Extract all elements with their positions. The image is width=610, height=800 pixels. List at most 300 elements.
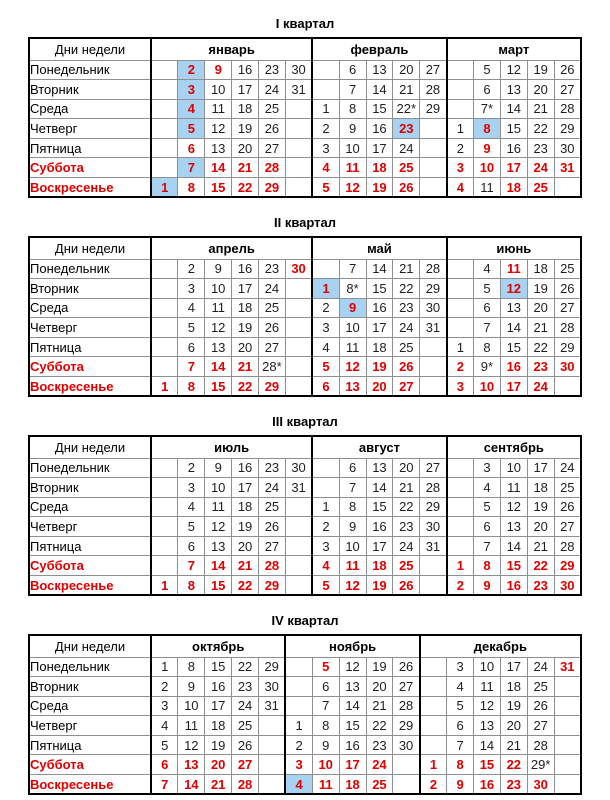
date-cell: 20 — [393, 458, 420, 478]
date-cell: 2 — [178, 60, 205, 80]
date-cell: 9 — [474, 138, 501, 158]
date-cell: 4 — [474, 259, 501, 279]
header-row — [29, 436, 581, 458]
date-cell: 24 — [366, 755, 393, 775]
date-cell: 18 — [232, 497, 259, 517]
date-cell — [151, 259, 178, 279]
date-cell — [447, 478, 474, 498]
date-cell: 9* — [474, 357, 501, 377]
date-cell: 7 — [151, 775, 178, 795]
day-name-cell: Вторник — [29, 279, 151, 299]
date-cell — [420, 119, 447, 139]
day-row — [29, 775, 581, 795]
date-cell — [285, 279, 312, 299]
date-cell: 4 — [312, 158, 339, 178]
date-cell: 14 — [500, 536, 527, 556]
date-cell: 18 — [205, 716, 232, 736]
date-cell: 25 — [259, 497, 286, 517]
month-header: февраль — [312, 38, 446, 60]
date-cell: 4 — [178, 298, 205, 318]
date-cell: 7 — [312, 696, 339, 716]
date-cell: 18 — [527, 259, 554, 279]
date-cell — [420, 138, 447, 158]
day-row — [29, 298, 581, 318]
date-cell — [554, 735, 581, 755]
date-cell: 6 — [474, 298, 501, 318]
date-cell: 17 — [527, 458, 554, 478]
date-cell: 27 — [259, 337, 286, 357]
date-cell: 12 — [339, 178, 366, 198]
date-cell: 27 — [554, 298, 581, 318]
date-cell — [259, 735, 286, 755]
date-cell — [420, 158, 447, 178]
date-cell: 11 — [205, 497, 232, 517]
date-cell: 12 — [339, 657, 366, 677]
date-cell — [312, 60, 339, 80]
day-name-cell: Среда — [29, 298, 151, 318]
date-cell — [285, 158, 312, 178]
month-header: июль — [151, 436, 312, 458]
date-cell: 25 — [259, 99, 286, 119]
date-cell: 29 — [554, 337, 581, 357]
date-cell: 28 — [232, 775, 259, 795]
date-cell: 20 — [393, 60, 420, 80]
date-cell: 16 — [500, 138, 527, 158]
day-row — [29, 138, 581, 158]
month-header: апрель — [151, 237, 312, 259]
date-cell: 22 — [393, 279, 420, 299]
date-cell: 12 — [500, 497, 527, 517]
date-cell: 26 — [393, 357, 420, 377]
date-cell: 22 — [527, 119, 554, 139]
day-row — [29, 517, 581, 537]
date-cell: 23 — [393, 119, 420, 139]
date-cell: 2 — [447, 576, 474, 596]
date-cell: 1 — [312, 279, 339, 299]
days-of-week-header: Дни недели — [29, 237, 151, 259]
month-header: май — [312, 237, 446, 259]
date-cell: 16 — [339, 735, 366, 755]
date-cell: 29 — [259, 657, 286, 677]
date-cell — [420, 178, 447, 198]
date-cell: 16 — [500, 357, 527, 377]
day-row — [29, 478, 581, 498]
quarter-section-1 — [0, 0, 610, 199]
day-row — [29, 696, 581, 716]
date-cell: 11 — [339, 337, 366, 357]
date-cell: 17 — [232, 478, 259, 498]
date-cell — [285, 99, 312, 119]
day-row — [29, 458, 581, 478]
date-cell: 8 — [178, 576, 205, 596]
date-cell: 10 — [312, 755, 339, 775]
date-cell: 10 — [500, 458, 527, 478]
date-cell — [259, 755, 286, 775]
date-cell: 11 — [205, 298, 232, 318]
quarter-table-2 — [28, 236, 582, 397]
date-cell: 17 — [205, 696, 232, 716]
day-name-cell: Понедельник — [29, 458, 151, 478]
date-cell: 27 — [554, 517, 581, 537]
date-cell: 13 — [205, 337, 232, 357]
header-row — [29, 38, 581, 60]
date-cell: 29 — [420, 99, 447, 119]
date-cell: 30 — [393, 735, 420, 755]
date-cell: 29 — [420, 497, 447, 517]
date-cell: 10 — [205, 478, 232, 498]
date-cell: 14 — [366, 80, 393, 100]
date-cell: 23 — [366, 735, 393, 755]
day-row — [29, 158, 581, 178]
date-cell: 5 — [447, 696, 474, 716]
date-cell: 21 — [366, 696, 393, 716]
day-name-cell: Пятница — [29, 138, 151, 158]
date-cell: 12 — [339, 357, 366, 377]
date-cell — [447, 259, 474, 279]
day-row — [29, 178, 581, 198]
days-of-week-header: Дни недели — [29, 38, 151, 60]
date-cell: 26 — [393, 576, 420, 596]
date-cell: 10 — [474, 377, 501, 397]
date-cell: 24 — [393, 536, 420, 556]
date-cell: 13 — [366, 458, 393, 478]
date-cell: 14 — [205, 556, 232, 576]
month-header: октябрь — [151, 635, 285, 657]
date-cell: 6 — [339, 458, 366, 478]
date-cell: 24 — [393, 138, 420, 158]
days-of-week-header: Дни недели — [29, 635, 151, 657]
date-cell: 5 — [178, 119, 205, 139]
date-cell: 26 — [259, 318, 286, 338]
date-cell: 3 — [447, 657, 474, 677]
date-cell: 3 — [447, 158, 474, 178]
date-cell: 29* — [527, 755, 554, 775]
date-cell: 7 — [178, 357, 205, 377]
date-cell: 3 — [447, 377, 474, 397]
date-cell — [151, 536, 178, 556]
day-name-cell: Воскресенье — [29, 576, 151, 596]
date-cell: 10 — [205, 279, 232, 299]
date-cell: 7 — [339, 80, 366, 100]
date-cell — [447, 99, 474, 119]
date-cell — [420, 735, 447, 755]
date-cell — [312, 478, 339, 498]
date-cell: 21 — [232, 158, 259, 178]
date-cell: 28 — [554, 318, 581, 338]
date-cell: 23 — [393, 517, 420, 537]
date-cell: 12 — [500, 279, 527, 299]
date-cell: 14 — [205, 357, 232, 377]
date-cell: 5 — [178, 517, 205, 537]
date-cell: 24 — [259, 80, 286, 100]
date-cell — [420, 677, 447, 697]
date-cell: 16 — [366, 119, 393, 139]
date-cell: 19 — [527, 497, 554, 517]
date-cell: 19 — [366, 657, 393, 677]
date-cell: 25 — [393, 556, 420, 576]
date-cell: 17 — [366, 138, 393, 158]
date-cell: 23 — [259, 458, 286, 478]
date-cell: 28 — [554, 536, 581, 556]
date-cell: 29 — [259, 576, 286, 596]
day-row — [29, 556, 581, 576]
date-cell: 13 — [339, 677, 366, 697]
date-cell: 11 — [339, 556, 366, 576]
date-cell: 11 — [474, 677, 501, 697]
date-cell: 5 — [178, 318, 205, 338]
date-cell: 13 — [474, 716, 501, 736]
date-cell: 12 — [205, 119, 232, 139]
date-cell: 26 — [554, 497, 581, 517]
date-cell — [151, 478, 178, 498]
date-cell: 18 — [232, 99, 259, 119]
date-cell: 27 — [527, 716, 554, 736]
date-cell: 8 — [178, 657, 205, 677]
date-cell: 23 — [232, 677, 259, 697]
date-cell — [151, 158, 178, 178]
date-cell: 4 — [447, 178, 474, 198]
month-header: август — [312, 436, 446, 458]
date-cell: 20 — [232, 138, 259, 158]
day-name-cell: Четверг — [29, 318, 151, 338]
date-cell: 26 — [259, 517, 286, 537]
date-cell — [554, 377, 581, 397]
date-cell: 26 — [527, 696, 554, 716]
date-cell: 13 — [500, 298, 527, 318]
day-row — [29, 576, 581, 596]
day-row — [29, 99, 581, 119]
day-row — [29, 80, 581, 100]
date-cell: 27 — [554, 80, 581, 100]
date-cell: 8 — [312, 716, 339, 736]
date-cell: 23 — [527, 138, 554, 158]
date-cell — [151, 337, 178, 357]
date-cell: 11 — [339, 158, 366, 178]
date-cell: 4 — [312, 556, 339, 576]
date-cell: 19 — [527, 279, 554, 299]
day-row — [29, 677, 581, 697]
date-cell: 22 — [232, 576, 259, 596]
date-cell: 5 — [312, 576, 339, 596]
date-cell: 6 — [339, 60, 366, 80]
date-cell: 24 — [259, 478, 286, 498]
date-cell: 16 — [232, 60, 259, 80]
date-cell: 1 — [151, 657, 178, 677]
date-cell: 2 — [178, 458, 205, 478]
date-cell: 3 — [474, 458, 501, 478]
date-cell — [285, 119, 312, 139]
date-cell: 28* — [259, 357, 286, 377]
date-cell: 24 — [259, 279, 286, 299]
day-name-cell: Вторник — [29, 478, 151, 498]
date-cell: 9 — [312, 735, 339, 755]
date-cell — [151, 556, 178, 576]
date-cell: 10 — [339, 536, 366, 556]
date-cell — [151, 497, 178, 517]
date-cell — [447, 80, 474, 100]
date-cell: 16 — [500, 576, 527, 596]
date-cell: 26 — [554, 60, 581, 80]
day-row — [29, 259, 581, 279]
date-cell: 5 — [474, 497, 501, 517]
date-cell: 18 — [366, 158, 393, 178]
date-cell: 21 — [527, 318, 554, 338]
date-cell: 7 — [178, 556, 205, 576]
date-cell — [285, 657, 312, 677]
date-cell: 9 — [447, 775, 474, 795]
date-cell: 24 — [393, 318, 420, 338]
date-cell: 6 — [474, 517, 501, 537]
date-cell: 6 — [312, 677, 339, 697]
date-cell: 13 — [178, 755, 205, 775]
date-cell: 7 — [339, 478, 366, 498]
date-cell: 30 — [285, 458, 312, 478]
date-cell: 20 — [500, 716, 527, 736]
date-cell — [151, 60, 178, 80]
date-cell: 15 — [205, 377, 232, 397]
date-cell — [447, 279, 474, 299]
date-cell — [259, 716, 286, 736]
quarter-table-3 — [28, 435, 582, 596]
date-cell — [285, 556, 312, 576]
date-cell: 19 — [527, 60, 554, 80]
date-cell: 20 — [366, 377, 393, 397]
date-cell: 7 — [447, 735, 474, 755]
date-cell: 18 — [527, 478, 554, 498]
date-cell — [285, 517, 312, 537]
date-cell — [393, 775, 420, 795]
date-cell: 29 — [420, 279, 447, 299]
day-row — [29, 755, 581, 775]
date-cell — [151, 357, 178, 377]
date-cell: 10 — [474, 158, 501, 178]
day-row — [29, 377, 581, 397]
date-cell — [285, 357, 312, 377]
date-cell: 30 — [527, 775, 554, 795]
date-cell: 12 — [205, 318, 232, 338]
date-cell: 15 — [205, 576, 232, 596]
date-cell: 22 — [500, 755, 527, 775]
date-cell: 2 — [447, 138, 474, 158]
date-cell: 9 — [339, 298, 366, 318]
date-cell: 22 — [527, 556, 554, 576]
date-cell: 9 — [339, 119, 366, 139]
date-cell: 25 — [366, 775, 393, 795]
date-cell: 20 — [205, 755, 232, 775]
date-cell: 27 — [259, 536, 286, 556]
date-cell — [554, 716, 581, 736]
date-cell: 4 — [474, 478, 501, 498]
date-cell: 7 — [339, 259, 366, 279]
date-cell: 11 — [500, 259, 527, 279]
date-cell: 18 — [232, 298, 259, 318]
day-row — [29, 716, 581, 736]
quarter-title: II квартал — [273, 215, 337, 230]
date-cell: 2 — [312, 517, 339, 537]
date-cell: 16 — [366, 298, 393, 318]
date-cell — [420, 657, 447, 677]
date-cell: 27 — [259, 138, 286, 158]
date-cell: 25 — [527, 677, 554, 697]
day-name-cell: Вторник — [29, 677, 151, 697]
date-cell: 8 — [339, 497, 366, 517]
date-cell: 23 — [527, 576, 554, 596]
date-cell: 6 — [447, 716, 474, 736]
quarter-section-2 — [0, 199, 610, 398]
date-cell: 28 — [420, 80, 447, 100]
date-cell: 18 — [366, 556, 393, 576]
quarter-table-4 — [28, 634, 582, 795]
date-cell: 20 — [366, 677, 393, 697]
date-cell — [420, 377, 447, 397]
date-cell: 27 — [420, 458, 447, 478]
date-cell — [312, 80, 339, 100]
day-name-cell: Четверг — [29, 119, 151, 139]
date-cell: 23 — [500, 775, 527, 795]
date-cell: 3 — [151, 696, 178, 716]
quarter-title: IV квартал — [271, 613, 339, 628]
day-name-cell: Среда — [29, 99, 151, 119]
date-cell: 4 — [285, 775, 312, 795]
date-cell: 19 — [232, 119, 259, 139]
date-cell: 15 — [205, 178, 232, 198]
date-cell: 26 — [259, 119, 286, 139]
date-cell: 1 — [447, 556, 474, 576]
date-cell — [285, 576, 312, 596]
date-cell: 17 — [232, 279, 259, 299]
date-cell — [420, 576, 447, 596]
date-cell: 26 — [554, 279, 581, 299]
date-cell — [447, 497, 474, 517]
date-cell: 19 — [232, 318, 259, 338]
date-cell: 2 — [151, 677, 178, 697]
date-cell: 30 — [420, 298, 447, 318]
date-cell: 15 — [500, 119, 527, 139]
date-cell: 6 — [312, 377, 339, 397]
date-cell: 2 — [178, 259, 205, 279]
month-header: ноябрь — [285, 635, 419, 657]
date-cell: 3 — [178, 279, 205, 299]
date-cell: 9 — [205, 259, 232, 279]
day-name-cell: Среда — [29, 696, 151, 716]
date-cell — [447, 458, 474, 478]
date-cell: 20 — [527, 298, 554, 318]
date-cell: 21 — [393, 259, 420, 279]
date-cell: 24 — [527, 158, 554, 178]
date-cell: 4 — [312, 337, 339, 357]
date-cell: 28 — [527, 735, 554, 755]
date-cell — [447, 536, 474, 556]
date-cell: 28 — [259, 158, 286, 178]
date-cell: 11 — [178, 716, 205, 736]
date-cell — [151, 99, 178, 119]
quarter-section-3 — [0, 398, 610, 597]
date-cell: 17 — [232, 80, 259, 100]
date-cell — [420, 357, 447, 377]
date-cell — [285, 677, 312, 697]
date-cell — [554, 677, 581, 697]
date-cell: 12 — [178, 735, 205, 755]
date-cell: 25 — [554, 478, 581, 498]
date-cell: 12 — [500, 60, 527, 80]
header-row — [29, 237, 581, 259]
date-cell: 29 — [554, 556, 581, 576]
date-cell: 5 — [312, 357, 339, 377]
date-cell: 27 — [393, 677, 420, 697]
date-cell: 30 — [285, 259, 312, 279]
date-cell: 11 — [205, 99, 232, 119]
date-cell: 9 — [474, 576, 501, 596]
